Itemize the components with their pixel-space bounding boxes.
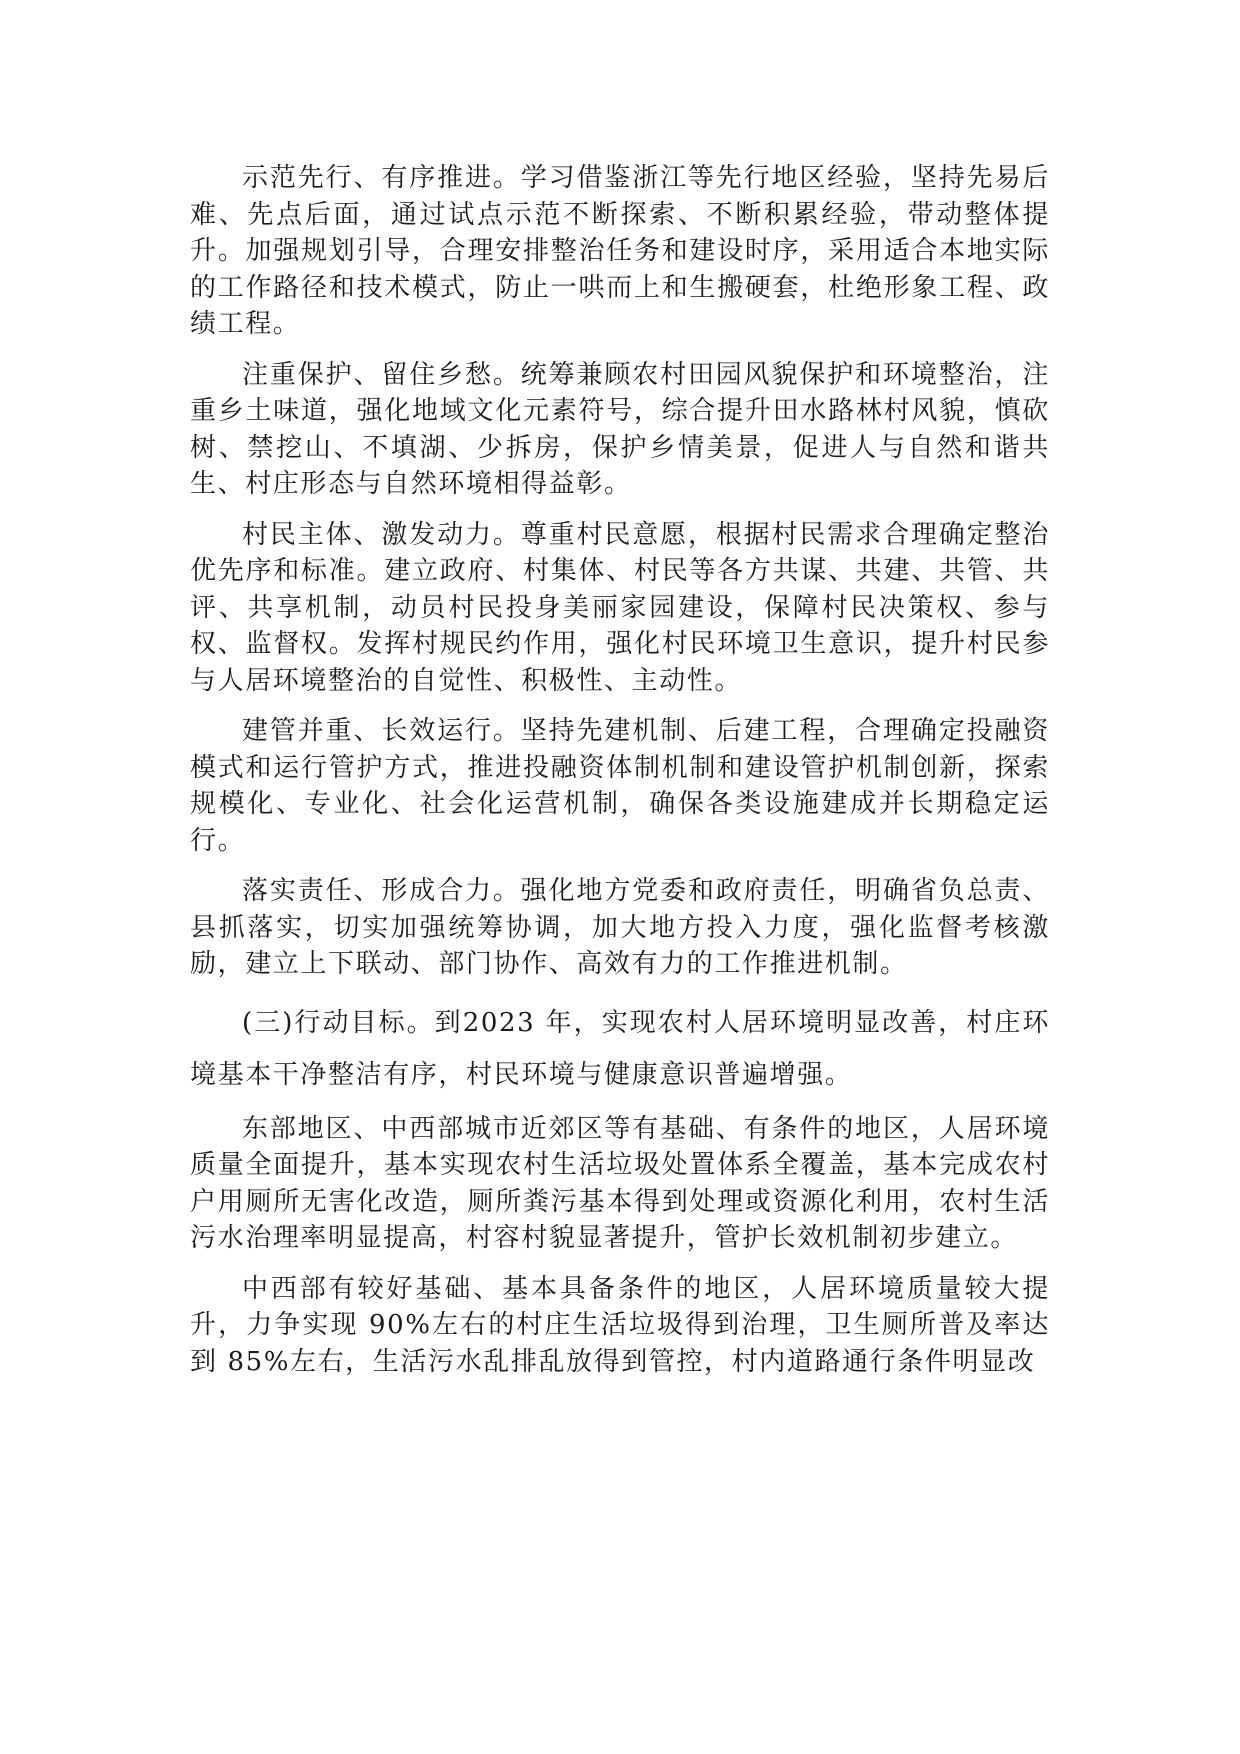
- paragraph-action-goal: (三)行动目标。到2023 年，实现农村人居环境明显改善，村庄环境基本干净整洁有序，村民环境与健康意识普遍增强。: [190, 1007, 1050, 1090]
- document-body: [190, 160, 1050, 1394]
- paragraph-construction-management: 建管并重、长效运行。坚持先建机制、后建工程，合理确定投融资模式和运行管护方式，推进投融资体制机制和建设管护机制创新，探索规模化、专业化、社会化运营机制，确保各类设施建成并长期稳定运行。: [190, 716, 1050, 856]
- paragraph-demonstration: 示范先行、有序推进。学习借鉴浙江等先行地区经验，坚持先易后难、先点后面，通过试点示范不断探索、不断积累经验，带动整体提升。加强规划引导，合理安排整治任务和建设时序，采用适合本地实际的工作路径和技术模式，防止一哄而上和生搬硬套，杜绝形象工程、政绩工程。: [190, 163, 1050, 339]
- paragraph-protection: 注重保护、留住乡愁。统筹兼顾农村田园风貌保护和环境整治，注重乡土味道，强化地域文化元素符号，综合提升田水路林村风貌，慎砍树、禁挖山、不填湖、少拆房，保护乡情美景，促进人与自然和谐共生、村庄形态与自然环境相得益彰。: [190, 359, 1050, 499]
- paragraph-villager-subject: 村民主体、激发动力。尊重村民意愿，根据村民需求合理确定整治优先序和标准。建立政府、村集体、村民等各方共谋、共建、共管、共评、共享机制，动员村民投身美丽家园建设，保障村民决策权、参与权、监督权。发挥村规民约作用，强化村民环境卫生意识，提升村民参与人居环境整治的自觉性、积极性、主动性。: [190, 519, 1050, 696]
- paragraph-responsibility: 落实责任、形成合力。强化地方党委和政府责任，明确省负总责、县抓落实，切实加强统筹协调，加大地方投入力度，强化监督考核激励，建立上下联动、部门协作、高效有力的工作推进机制。: [190, 876, 1050, 979]
- paragraph-eastern-regions: 东部地区、中西部城市近郊区等有基础、有条件的地区，人居环境质量全面提升，基本实现农村生活垃圾处置体系全覆盖，基本完成农村户用厕所无害化改造，厕所粪污基本得到处理或资源化利用，农村生活污水治理率明显提高，村容村貌显著提升，管护长效机制初步建立。: [190, 1113, 1050, 1253]
- paragraph-central-western-regions: 中西部有较好基础、基本具备条件的地区，人居环境质量较大提升，力争实现 90%左右的村庄生活垃圾得到治理，卫生厕所普及率达 到 85%左右，生活污水乱排乱放得到管控，村内道路通行条件明显改: [190, 1273, 1050, 1377]
